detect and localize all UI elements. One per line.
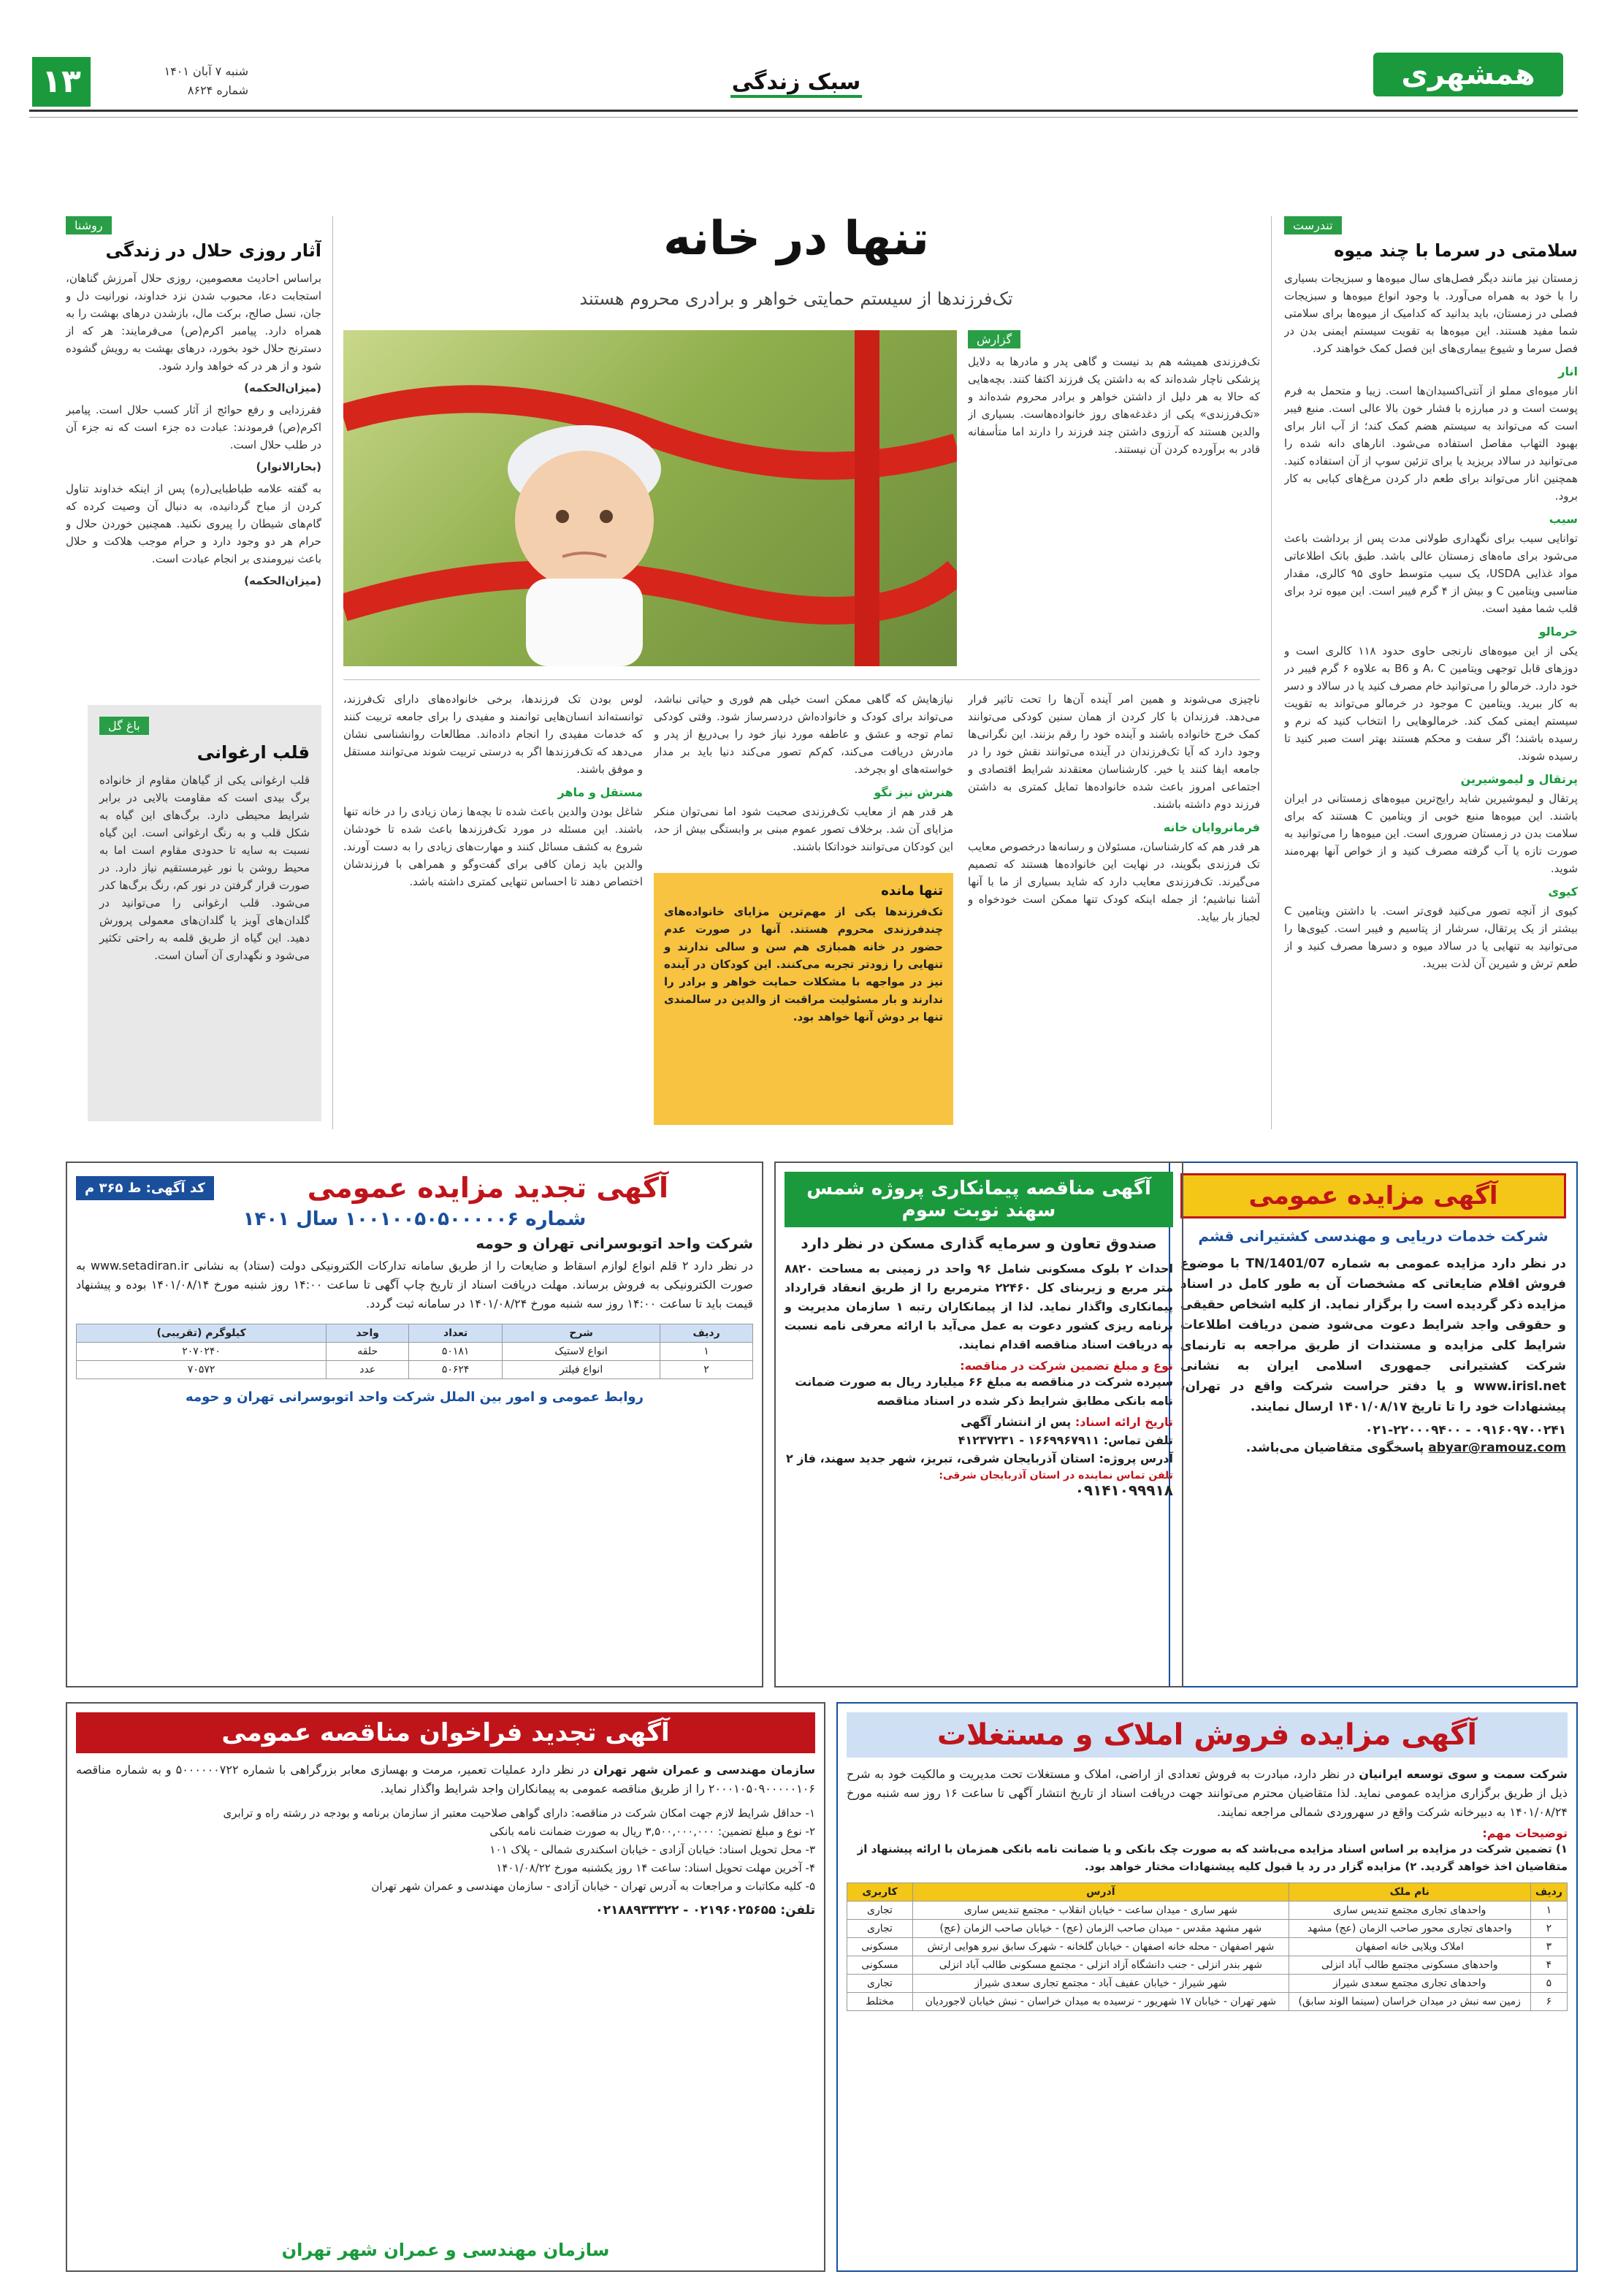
ad3-badge: کد آگهی: ط ۳۶۵ م — [76, 1176, 214, 1200]
ad2-footer: تلفن تماس نماینده در استان آذربایجان شرقی: — [939, 1470, 1173, 1481]
table-cell: ۱ — [660, 1343, 753, 1361]
right-sub-5: کیوی — [1548, 885, 1578, 899]
ad2-address: آدرس پروژه: استان آذربایجان شرقی، تبریز، شهر جدید سهند، فاز ۲ — [785, 1452, 1173, 1465]
table-cell: واحدهای مسکونی مجتمع طالب آباد انزلی — [1289, 1956, 1530, 1975]
ad4-table-header — [847, 1883, 1568, 1902]
body-col-2-head: هنرش نیز نگو — [874, 785, 953, 799]
body-col-1-text: ناچیزی می‌شوند و همین امر آینده آن‌ها را تحت تاثیر قرار می‌دهد. فرزندان با کار کردن از همان سنین کودکی می‌توانند کمک خرج خانواده باشند و آینده خود را رقم بزنند. این نگرانی‌ها وجود دارد که آیا تک‌فرزندان در آینده می‌توانند نقش خود را در جامعه ایفا کنند یا خیر. کارشناسان معتقدند شرایط اقتصادی و اجتماعی امروز باعث شده خانواده‌ها تمایل کمتری به داشتن فرزند دوم داشته باشند. — [968, 693, 1260, 811]
ad2-date-head: تاریخ ارائه اسناد: — [1074, 1415, 1173, 1429]
table-cell: مسکونی — [847, 1956, 913, 1975]
ad3-number: شماره ۱۰۰۱۰۰۵۰۵۰۰۰۰۰۶ سال ۱۴۰۱ — [243, 1208, 587, 1230]
ad3-title: آگهی تجدید مزایده عمومی — [307, 1172, 668, 1204]
ad2-phone: تلفن تماس: ۱۶۶۹۹۶۷۹۱۱ - ۴۱۲۳۷۲۳۱ — [958, 1433, 1173, 1447]
ad3-th: ردیف — [660, 1324, 753, 1343]
body-col-3-text-b: شاغل بودن والدین باعث شده تا بچه‌ها زمان زیادی را در خانه تنها باشند. این مسئله در مورد تک‌فرزندها باعث شده تا خودشان شروع به کشف مسائل کنند و مهارت‌های زیادی را به دست آورند. والدین باید زمان کافی برای گفت‌وگو و همراهی با فرزندشان اختصاص دهند تا احساس تنهایی کمتری داشته باشد. — [343, 805, 643, 888]
table-cell: ۳ — [1530, 1938, 1567, 1956]
plant-title: قلب ارغوانی — [196, 742, 310, 763]
right-text-5: کیوی از آنچه تصور می‌کنید قوی‌تر است. با داشتن ویتامین C بیشتر از یک پرتقال، سرشار از پتاسیم و فیبر است. کیوی‌ها را می‌توانید به تنهایی یا در سالاد میوه و دسر‌ها مصرف کنید و از طعم ترش و شیرین آن لذت ببرید. — [1284, 904, 1578, 970]
table-cell: شهر تهران - خیابان ۱۷ شهریور - نرسیده به میدان خراسان - نبش خیابان لاجوردیان — [913, 1993, 1289, 2011]
ad1-email[interactable]: abyar@ramouz.com — [1428, 1441, 1566, 1455]
right-text-1: انار میوه‌ای مملو از آنتی‌اکسیدان‌ها است. زیبا و متحمل به فرم پوست است و در مبارزه با فشار خون بالا عالی است. منبع فیبر است که می‌تواند به سیستم هضم کمک کند؛ از آب انار برای بهبود التهاب مفاصل استفاده می‌شود. انار‌های دانه شده را می‌توانید در سالاد بریزید یا برای تزئین سوپ از آن استفاده کنید. همچنین انار می‌تواند برای طعم دار کردن مرغ‌های کبابی به کار برود. — [1284, 384, 1578, 503]
page-number: ۱۳ — [32, 57, 91, 107]
callout-head: تنها مانده — [881, 883, 943, 899]
right-text-4: پرتقال و لیموشیرین شاید رایج‌ترین میوه‌های زمستانی در ایران باشند. این میوه‌ها منبع خوبی از ویتامین C هستند که برای سلامت بدن در زمستان ضروری است. این میوه‌ها را می‌توانید به صورت تازه یا آب گرفته مصرف کنید و از خواص آنها بهره‌مند شوید. — [1284, 792, 1578, 875]
table-row — [847, 1902, 1568, 1920]
main-title: تنها در خانه — [663, 212, 929, 266]
table-row — [847, 1956, 1568, 1975]
left-column — [66, 216, 321, 669]
right-sub-4: پرتقال و لیموشیرین — [1460, 772, 1578, 786]
table-cell: ۶ — [1530, 1993, 1567, 2011]
ad1-phone: ۰۲۱-۲۲۰۰۰۹۴۰۰ - ۰۹۱۶۰۹۷۰۰۲۴۱ — [1365, 1423, 1566, 1438]
body-col-3-head: مستقل و ماهر — [557, 785, 643, 799]
ad4-notes-head: توضیحات مهم: — [1482, 1826, 1568, 1840]
ad4-body: در نظر دارد، مبادرت به فروش تعدادی از اراضی، املاک و مستغلات تحت مدیریت و مالکیت خود به شرح ذیل از طریق برگزاری مزایده عمومی نماید. لذا متقاضیان محترم می‌توانند جهت دریافت اسناد از تاریخ انتشار آگهی تا ساعت ۱۶ روز سه شنبه مورخ ۱۴۰۱/۰۸/۲۴ به دبیرخانه شرکت واقع در سهروردی شمالی مراجعه نمایند. — [847, 1767, 1568, 1819]
table-cell: مسکونی — [847, 1938, 913, 1956]
table-cell: شهر شیراز - خیابان عفیف آباد - مجتمع تجاری سعدی شیراز — [913, 1975, 1289, 1993]
header-rule-thin — [29, 117, 1578, 118]
ad3-body: در نظر دارد ۲ قلم انواع لوازم اسقاط و ضایعات را از طریق سامانه تدارکات الکترونیکی دولت (ستاد) به نشانی www.setadiran.ir به صورت الکترونیکی به فروش برساند. مهلت دریافت اسناد از تاریخ چاپ آگهی تا ساعت ۱۴:۰۰ روز شنبه مورخ ۱۴۰۱/۰۸/۱۴ بوده و پیشنهاد قیمت باید تا ساعت ۱۴:۰۰ روز سه شنبه مورخ ۱۴۰۱/۰۸/۲۴ در سامانه ثبت گردد. — [76, 1259, 754, 1311]
issue-date: شنبه ۷ آبان ۱۴۰۱ — [164, 64, 248, 78]
table-cell: تجاری — [847, 1902, 913, 1920]
ad5-item: ۵- کلیه مکاتبات و مراجعات به آدرس تهران - خیابان آزادی - سازمان مهندسی و عمران شهر تهران — [371, 1880, 815, 1893]
right-sub-2: سیب — [1549, 512, 1578, 526]
body-col-1-text-b: هر قدر هم که کارشناسان، مسئولان و رسانه‌ها درخصوص معایب تک فرزندی بگویند، در نهایت این خانواده‌ها هستند که تصمیم می‌گیرند. تک‌فرزندی معایب دارد که شاید بسیاری از ما با آنها آشنا نباشیم؛ از جمله اینکه کودک تنها ممکن است خودخواه و لجباز بار بیاید. — [968, 840, 1260, 923]
table-cell: تجاری — [847, 1975, 913, 1993]
body-col-1 — [968, 690, 1260, 1129]
right-column — [1284, 216, 1578, 1129]
ad2-guarantee: سپرده شرکت در مناقصه به مبلغ ۶۶ میلیارد ریال به صورت ضمانت نامه بانکی مطابق شرایط ذکر شده در اسناد مناقصه — [795, 1375, 1173, 1408]
ad3-table — [76, 1324, 753, 1379]
right-sub-3: خرمالو — [1538, 625, 1578, 638]
ad5-item: ۳- محل تحویل اسناد: خیابان آزادی - خیابان اسکندری شمالی - پلاک ۱۰۱ — [489, 1843, 815, 1856]
left-source-1: (میزان‌الحکمه) — [244, 381, 321, 394]
ad3-th: کیلوگرم (تقریبی) — [77, 1324, 327, 1343]
table-cell: مختلط — [847, 1993, 913, 2011]
table-cell: ۵۰۶۲۴ — [409, 1361, 503, 1379]
ad3-org: شرکت واحد اتوبوسرانی تهران و حومه — [476, 1235, 753, 1252]
ad-bus-auction — [66, 1162, 763, 1687]
ad4-table — [847, 1883, 1568, 2011]
col-divider-left — [332, 216, 333, 1129]
right-text-2: توانایی سیب برای نگهداری طولانی مدت پس از برداشت باعث می‌شود برای ماه‌های زمستان عالی باشد. طبق بانک اطلاعاتی مواد غذایی USDA، یک سیب متوسط حاوی ۹۵ کالری، مقدار مناسبی ویتامین C و بیش از ۴ گرم فیبر است. این میوه ترد برای قلب شما مفید است. — [1284, 532, 1578, 615]
left-text-2: فقرزدایی و رفع حوائج از آثار کسب حلال است. پیامبر اکرم(ص) فرمودند: عبادت ده جزء است که نه جزء آن در طلب حلال است. — [66, 403, 321, 451]
left-text-1: براساس احادیث معصومین، روزی حلال آمرزش گناهان، استجابت دعا، محبوب شدن نزد خداوند، نورانیت دل و جان، نسل صالح، برکت مال، بازشدن درهای بهشت را به همراه دارد. پیامبر اکرم(ص) می‌فرمایند: هر که از دسترنج حلال خود بخورد، درهای بهشت به رویش گشوده شود و از هر در که خواهد وارد شود. — [66, 272, 321, 373]
table-cell: ۵۰۱۸۱ — [409, 1343, 503, 1361]
ad4-th: نام ملک — [1289, 1883, 1530, 1902]
ad-auction-qeshm — [1169, 1162, 1578, 1687]
body-col-3 — [343, 690, 643, 1129]
table-cell: شهر بندر انزلی - جنب دانشگاه آزاد انزلی - مجتمع مسکونی طالب آباد انزلی — [913, 1956, 1289, 1975]
ad4-notes: ۱) تضمین شرکت در مزایده بر اساس اسناد مزایده می‌باشد که به صورت چک بانکی و یا ضمانت نامه بانکی همزمان با ارائه پیشنهاد از متقاضیان اخذ خواهد گردید. ۲) مزایده گزار در رد یا قبول کلیه پیشنهادات مختار خواهد بود. — [857, 1842, 1568, 1873]
left-kicker: روشنا — [66, 216, 112, 234]
plant-text: قلب ارغوانی یکی از گیاهان مقاوم از خانواده برگ بیدی است که مقاومت بالایی در برابر شرایط محیطی دارد. برگ‌های این گیاه به شکل قلب و به رنگ ارغوانی است. این گیاه نسبت به سایه تا حدودی مقاوم است اما به محیط روشن با نور غیرمستقیم نیاز دارد. در صورت قرار گرفتن در نور کم، رنگ برگ‌ها کدر می‌شود. قلب ارغوانی را می‌توانید در گلدان‌های آویز یا گلدان‌های معمولی پرورش دهید. این گیاه از طریق قلمه به راحتی تکثیر می‌شود و نگهداری آن آسان است. — [99, 774, 310, 962]
ad4-th: کاربری — [847, 1883, 913, 1902]
child-photo — [343, 330, 957, 666]
table-cell: شهر اصفهان - محله خانه اصفهان - خیابان گلخانه - شهرک سابق نیرو هوایی ارتش — [913, 1938, 1289, 1956]
ad3-th: تعداد — [409, 1324, 503, 1343]
table-row — [77, 1361, 753, 1379]
right-text-3: یکی از این میوه‌های نارنجی حاوی حدود ۱۱۸ کالری است و دوز‌های قابل توجهی ویتامین A، C و B6 به علاوه ۶ گرم فیبر در خود دارد. خرمالو را می‌توانید خام مصرف کنید یا در سالاد و دسر به کار ببرید. ویتامین C موجود در خرمالو می‌تواند به تقویت سیستم ایمنی کمک کند. خرمالو‌هایی را انتخاب کنید که نرم و رسیده باشند؛ اگر سفت و محکم هستند بهتر است صبر کنید تا رسیده شوند. — [1284, 644, 1578, 763]
col-divider — [1271, 216, 1272, 1129]
ad2-org: صندوق تعاون و سرمایه گذاری مسکن در نظر دارد — [801, 1235, 1157, 1252]
ad2-mobile: ۰۹۱۴۱۰۹۹۹۱۸ — [1074, 1481, 1173, 1499]
ad5-title: آگهی تجدید فراخوان مناقصه عمومی — [76, 1712, 815, 1753]
table-cell: واحدهای تجاری مجتمع سعدی شیراز — [1289, 1975, 1530, 1993]
ad3-th: شرح — [503, 1324, 660, 1343]
report-kicker: گزارش — [968, 330, 1020, 348]
right-sub-1: انار — [1558, 365, 1578, 378]
ad-tender-tehran — [66, 1702, 825, 2272]
table-cell: واحدهای تجاری محور صاحب الزمان (عج) مشهد — [1289, 1920, 1530, 1938]
table-cell: ۴ — [1530, 1956, 1567, 1975]
left-source-2: (بحارالانوار) — [256, 460, 321, 473]
ad4-title: آگهی مزایده فروش املاک و مستغلات — [847, 1712, 1568, 1758]
table-cell: شهر ساری - میدان ساعت - خیابان انقلاب - مجتمع تندیس ساری — [913, 1902, 1289, 1920]
ad2-title: آگهی مناقصه پیمانکاری پروژه شمس سهند نوبت سوم — [785, 1172, 1173, 1227]
ad5-body: در نظر دارد عملیات تعمیر، مرمت و بهسازی معابر بزرگراهی با شماره ۵۰۰۰۰۰۰۷۲۲ و به شماره مناقصه ۲۰۰۰۱۰۵۰۹۰۰۰۰۰۱۰۶ را از طریق مناقصه عمومی به پیمانکاران واجد شرایط واگذار نماید. — [76, 1763, 815, 1796]
body-rule — [343, 679, 1260, 680]
table-cell: ۲ — [1530, 1920, 1567, 1938]
table-cell: شهر مشهد مقدس - میدان صاحب الزمان (عج) - خیابان صاحب الزمان (عج) — [913, 1920, 1289, 1938]
header-rule — [29, 110, 1578, 112]
right-title: سلامتی در سرما با چند میوه — [1334, 240, 1578, 261]
table-cell: ۵ — [1530, 1975, 1567, 1993]
ad1-footer-line — [1180, 1441, 1566, 1455]
issue-number: شماره ۸۶۲۴ — [187, 83, 248, 97]
table-cell: ۷۰۵۷۲ — [77, 1361, 327, 1379]
ad-property-auction — [836, 1702, 1578, 2272]
ad3-table-header — [77, 1324, 753, 1343]
table-cell: ۲ — [660, 1361, 753, 1379]
ad5-org: سازمان مهندسی و عمران شهر تهران — [593, 1763, 816, 1777]
table-cell: ۲۰۷۰۲۴۰ — [77, 1343, 327, 1361]
ad5-item: ۲- نوع و مبلغ تضمین: ۳,۵۰۰,۰۰۰,۰۰۰ ریال به صورت ضمانت نامه بانکی — [489, 1825, 815, 1838]
table-row — [847, 1920, 1568, 1938]
ad1-body: در نظر دارد مزایده عمومی به شماره TN/1401/07 با موضوع فروش اقلام ضایعاتی که مشخصات آن به طور کامل در اسناد مزایده ذکر گردیده است را برگزار نماید. از کلیه اشخاص حقیقی و حقوقی واجد شرایط دعوت می‌شود ضمن دریافت اطلاعات شرایط کلی مزایده و مستندات از طریق مراجعه به تارنمای شرکت کشتیرانی جمهوری اسلامی ایران به نشانی www.irisl.net و یا دفتر حراست شرکت واقع در تهران، پیشنهادات خود را تا تاریخ ۱۴۰۱/۰۸/۱۷ ارسال نمایند. — [1180, 1256, 1566, 1414]
ad-tender-shams — [774, 1162, 1183, 1687]
table-cell: زمین سه نبش در میدان خراسان (سینما الوند سابق) — [1289, 1993, 1530, 2011]
ad5-item: ۴- آخرین مهلت تحویل اسناد: ساعت ۱۴ روز یکشنبه مورخ ۱۴۰۱/۰۸/۲۲ — [496, 1861, 815, 1874]
ad3-th: واحد — [327, 1324, 409, 1343]
ad3-footer: روابط عمومی و امور بین الملل شرکت واحد اتوبوسرانی تهران و حومه — [186, 1389, 644, 1405]
body-col-1-head: فرمانروایان خانه — [1163, 820, 1260, 834]
table-cell: ۱ — [1530, 1902, 1567, 1920]
right-kicker: تندرست — [1284, 216, 1342, 234]
table-cell: انواع لاستیک — [503, 1343, 660, 1361]
logo: همشهری — [1373, 53, 1563, 96]
body-col-2-text: نیازهایش که گاهی ممکن است خیلی هم فوری و حیاتی نباشد، می‌تواند برای کودک و خانواده‌اش دردسرساز شود. وقتی کودکی تمام توجه و عشق و عاطفه مورد نیاز خود را بی‌دریغ از پدر و مادرش دریافت می‌کند، کم‌کم تصور می‌کند دنیا باید بر مدار خواسته‌های او بچرخد. — [654, 693, 953, 776]
body-col-2 — [654, 690, 953, 866]
body-col-2-text-b: هر قدر هم از معایب تک‌فرزندی صحبت شود اما نمی‌توان منکر مزایای آن شد. برخلاف تصور عموم مبنی بر وابستگی بیش از حد، این کودکان می‌توانند خوداتکا باشند. — [654, 805, 953, 853]
ad1-org: شرکت خدمات دریایی و مهندسی کشتیرانی قشم — [1198, 1227, 1549, 1245]
table-cell: تجاری — [847, 1920, 913, 1938]
table-row — [847, 1993, 1568, 2011]
table-cell: املاک ویلایی خانه اصفهان — [1289, 1938, 1530, 1956]
photo-illustration — [343, 330, 957, 666]
table-row — [847, 1938, 1568, 1956]
section-name: سبک زندگی — [730, 69, 862, 98]
ad2-guarantee-head: نوع و مبلغ تضمین شرکت در مناقصه: — [960, 1359, 1173, 1373]
lead-column — [968, 330, 1260, 666]
plant-kicker: باغ گل — [99, 717, 149, 735]
callout-text: تک‌فرزندها یکی از مهم‌ترین مزایای خانواده‌های چندفرزندی محروم هستند. آنها در صورت عدم حضور در خانه همبازی هم سن و سالی ندارند و تنهایی را زودتر تجربه می‌کنند. این کودکان در آینده نیز در مواجهه با مشکلات حمایت خواهر و برادر را ندارند و بار مسئولیت مراقبت از والدین در سالمندی تنها بر دوش آنها خواهد بود. — [664, 905, 943, 1023]
table-row — [847, 1975, 1568, 1993]
table-row — [77, 1343, 753, 1361]
table-cell: انواع فیلتر — [503, 1361, 660, 1379]
callout-box — [654, 873, 953, 1125]
ad5-phone: تلفن: ۰۲۱۹۶۰۲۵۶۵۵ - ۰۲۱۸۸۹۳۳۳۲۲ — [595, 1903, 815, 1918]
ad1-footer: پاسخگوی متقاضیان می‌باشد. — [1245, 1441, 1424, 1455]
main-subtitle: تک‌فرزندها از سیستم حمایتی خواهر و برادری محروم هستند — [579, 289, 1013, 309]
table-cell: عدد — [327, 1361, 409, 1379]
left-source-3: (میزان‌الحکمه) — [244, 574, 321, 587]
body-col-3-text: لوس بودن تک فرزندها، برخی خانواده‌های دارای تک‌فرزند، توانسته‌اند انسان‌هایی توانمند و مفیدی را برای جامعه تربیت کنند که خدمات مفیدی را انجام داده‌اند. مطالعات روانشناسی نشان می‌دهد که تک‌فرزندها اگر به درستی تربیت شوند می‌توانند مستقل و موفق باشند. — [343, 693, 643, 776]
ad1-title: آگهی مزایده عمومی — [1180, 1173, 1566, 1218]
ad5-footer: سازمان مهندسی و عمران شهر تهران — [281, 2240, 610, 2260]
left-text-3: به گفته علامه طباطبایی(ره) پس از اینکه خداوند تناول کردن از مباح گردانیده، به دنبال آن وصیت کرده که گام‌های شیطان را پیروی نکنید. همچنین خوردن حلال و حرام هر دو وجود دارد و حرام موجب هلاکت و حلال باعث نیرومندی بر انجام عبادت است. — [66, 482, 321, 565]
ad5-item: ۱- حداقل شرایط لازم جهت امکان شرکت در مناقصه: دارای گواهی صلاحیت معتبر از سازمان برنامه و بودجه در رشته راه و ترابری — [223, 1807, 815, 1820]
table-cell: حلقه — [327, 1343, 409, 1361]
right-intro: زمستان نیز مانند دیگر فصل‌های سال میوه‌ها و سبزیجات بسیاری را با خود به همراه می‌آورد. با وجود انواع میوه‌ها و سبزیجات فصلی در زمستان، باید بدانید که کدامیک از میوه‌ها برای سلامتی شما مفید هستند. این میوه‌ها به تقویت سیستم ایمنی بدن در فصل سرما و شیوع بیماری‌های این فصل کمک خواهند کرد. — [1284, 272, 1578, 355]
ad4-org: شرکت سمت و سوی توسعه ایرانیان — [1359, 1767, 1568, 1781]
lead-text: تک‌فرزندی همیشه هم بد نیست و گاهی پدر و مادرها به دلایل پزشکی ناچار شده‌اند که به داشتن یک فرزند اکتفا کنند. بچه‌هایی که حالا به هر دلیل از داشتن خواهر و برادر محروم شده‌اند و «تک‌فرزندی» یکی از دغدغه‌های روز خانواده‌هاست. بسیاری از والدین هستند که آرزوی داشتن چند فرزند را دارند اما متأسفانه قادر به برآورده کردن آن نیستند. — [968, 355, 1260, 456]
left-title: آثار روزی حلال در زندگی — [105, 240, 321, 261]
plant-box — [88, 705, 321, 1121]
ad2-date: پس از انتشار آگهی — [961, 1415, 1072, 1429]
ad4-th: ردیف — [1530, 1883, 1567, 1902]
table-cell: واحدهای تجاری مجتمع تندیس ساری — [1289, 1902, 1530, 1920]
ad4-th: آدرس — [913, 1883, 1289, 1902]
ad2-body: احداث ۲ بلوک مسکونی شامل ۹۶ واحد در زمینی به مساحت ۸۸۲۰ متر مربع و زیربنای کل ۲۲۴۶۰ مترمربع را از طریق انعقاد قرارداد پیمانکاری واگذار نماید. لذا از پیمانکاران رتبه ۱ سازمان مدیریت و برنامه ریزی کشور دعوت به عمل می‌آید با ارائه معرفی نامه نسبت به دریافت اسناد مناقصه اقدام نمایند. — [785, 1262, 1174, 1351]
